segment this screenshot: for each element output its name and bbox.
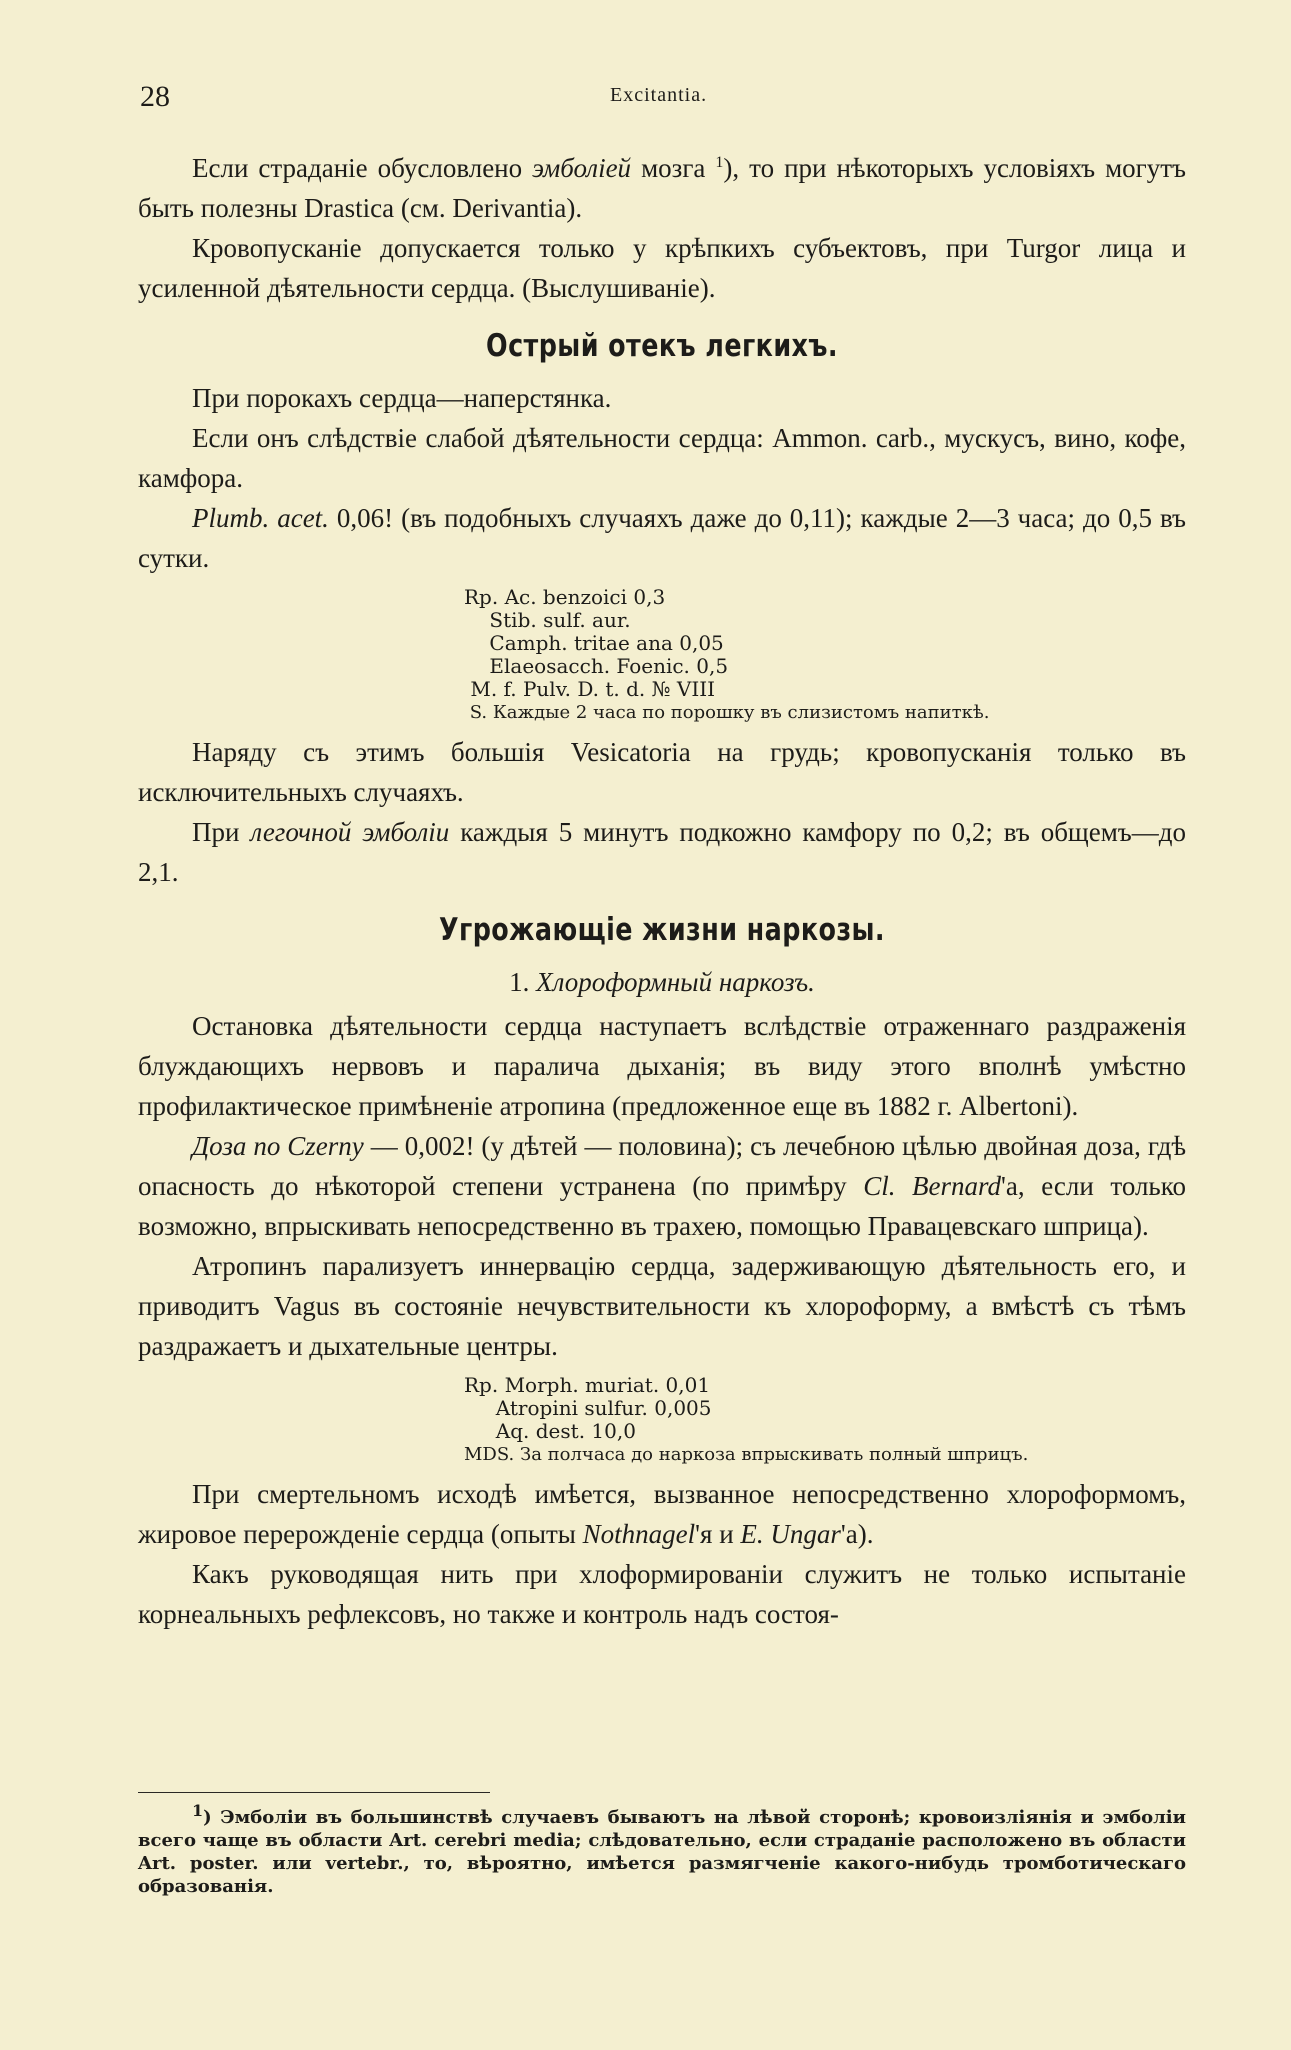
- prescription-line: Aq. dest. 10,0: [464, 1419, 636, 1443]
- prescription-1: [138, 586, 1186, 724]
- paragraph-heart-arrest: Остановка дѣятельности сердца наступаетъ вслѣдствіе отраженнаго раздраженія блуждающихъ нервовъ и паралича дыханія; въ виду этого вполнѣ умѣстно профилактическое примѣненіе атропина (предложенное еще въ 1882 г. Albertoni).: [138, 1011, 1186, 1121]
- prescription-line: Rp. Ac. benzoici 0,3: [464, 585, 666, 609]
- text-run: 0,06! (въ подобныхъ случаяхъ даже до 0,11); каждые 2—3 часа; до 0,5 въ сутки.: [138, 503, 1186, 573]
- page-body: [138, 148, 1186, 1634]
- text-run: Если страданіе обусловлено: [192, 153, 533, 183]
- footnote-text: ) Эмболіи въ большинствѣ случаевъ бываютъ на лѣвой сторонѣ; кровоизліянія и эмболіи всего чаще въ области Art. cerebri media; слѣдовательно, если страданіе расположено въ области Art. poster. или vertebr., то, вѣроятно, имѣется размягченіе какого-нибудь тромботическаго образованія.: [138, 1807, 1186, 1897]
- prescription-line: Rp. Morph. muriat. 0,01: [464, 1373, 711, 1397]
- footnote: [138, 1801, 1186, 1898]
- prescription-line: Camph. tritae ana 0,05: [464, 631, 724, 655]
- text-run: 'а).: [840, 1519, 874, 1549]
- footnote-divider: [138, 1792, 490, 1793]
- italic-run: E. Ungar: [740, 1519, 841, 1549]
- prescription-2: [138, 1374, 1186, 1466]
- running-head: Excitantia.: [610, 84, 708, 106]
- text-run: При: [192, 817, 251, 847]
- italic-run: Доза по Czerny: [192, 1131, 364, 1161]
- section-heading-narcosis: Угрожающіе жизни наркозы.: [438, 912, 886, 948]
- prescription-signa: MDS. За полчаса до наркоза впрыскивать полный шприцъ.: [464, 1444, 1029, 1465]
- text-run: каждыя 5 минутъ подкожно камфору по 0,2; въ общемъ—до 2,1.: [138, 817, 1186, 887]
- paragraph-dose-czerny: [138, 1126, 1186, 1246]
- paragraph-heart-defects: При порокахъ сердца—наперстянка.: [192, 383, 612, 413]
- footnote-ref: 1: [715, 154, 724, 171]
- page-header: [140, 80, 1180, 120]
- page-number: 28: [140, 80, 170, 113]
- subheading-chloroform: [138, 962, 1186, 1002]
- text-run: мозга: [631, 153, 716, 183]
- paragraph-vesicatoria: Наряду съ этимъ большія Vesicatoria на грудь; кровопусканія только въ исключительныхъ случаяхъ.: [138, 737, 1186, 807]
- subheading-title: Хлороформный наркозъ.: [536, 967, 815, 997]
- italic-run: Cl. Bernard: [863, 1171, 1002, 1201]
- paragraph-fatty-degeneration: [138, 1474, 1186, 1554]
- text-run: 'я и: [695, 1519, 741, 1549]
- prescription-signa: S. Каждые 2 часа по порошку въ слизистомъ напиткѣ.: [464, 702, 990, 723]
- paragraph-embolism-brain: [138, 148, 1186, 228]
- text-run: ), то при нѣкоторыхъ условіяхъ могутъ быть полезны Drastica (см. Derivantia).: [138, 153, 1186, 223]
- prescription-line: Elaeosacch. Foenic. 0,5: [464, 654, 729, 678]
- paragraph-bloodletting: Кровопусканіе допускается только у крѣпкихъ субъектовъ, при Turgor лица и усиленной дѣятельности сердца. (Выслушиваніе).: [138, 233, 1186, 303]
- paragraph-weak-heart: Если онъ слѣдствіе слабой дѣятельности сердца: Ammon. carb., мускусъ, вино, кофе, камфора.: [138, 423, 1186, 493]
- prescription-line: Atropini sulfur. 0,005: [464, 1396, 712, 1420]
- prescription-line: M. f. Pulv. D. t. d. № VIII: [464, 677, 716, 701]
- text-run: При смертельномъ исходѣ имѣется, вызванное непосредственно хлороформомъ, жировое перерожденіе сердца (опыты: [138, 1479, 1186, 1549]
- paragraph-plumb-acet: [138, 498, 1186, 578]
- subheading-number: 1.: [509, 967, 537, 997]
- text-run: 'а, если только возможно, впрыскивать непосредственно въ трахею, помощью Правацевскаго шприца).: [138, 1171, 1186, 1241]
- footnote-mark: 1: [192, 1801, 204, 1820]
- paragraph-atropine: Атропинъ парализуетъ иннервацію сердца, задерживающую дѣятельность его, и приводитъ Vagus въ состояніе нечувствительности къ хлороформу, а вмѣстѣ съ тѣмъ раздражаетъ и дыхательные центры.: [138, 1251, 1186, 1361]
- paragraph-lung-embolism: [138, 812, 1186, 892]
- italic-run: легочной эмболіи: [250, 817, 450, 847]
- text-run: — 0,002! (у дѣтей — половина); съ лечебною цѣлью двойная доза, гдѣ опасность до нѣкоторой степени устранена (по примѣру: [138, 1131, 1186, 1201]
- prescription-line: Stib. sulf. aur.: [464, 608, 631, 632]
- italic-run: Nothnagel: [582, 1519, 696, 1549]
- italic-run: Plumb. acet.: [192, 503, 329, 533]
- italic-run: эмболіей: [532, 153, 632, 183]
- section-heading-lung-edema: Острый отекъ легкихъ.: [486, 328, 838, 364]
- paragraph-corneal-reflex: Какъ руководящая нить при хлоформированіи служитъ не только испытаніе корнеальныхъ рефлексовъ, но также и контроль надъ состоя-: [138, 1559, 1186, 1629]
